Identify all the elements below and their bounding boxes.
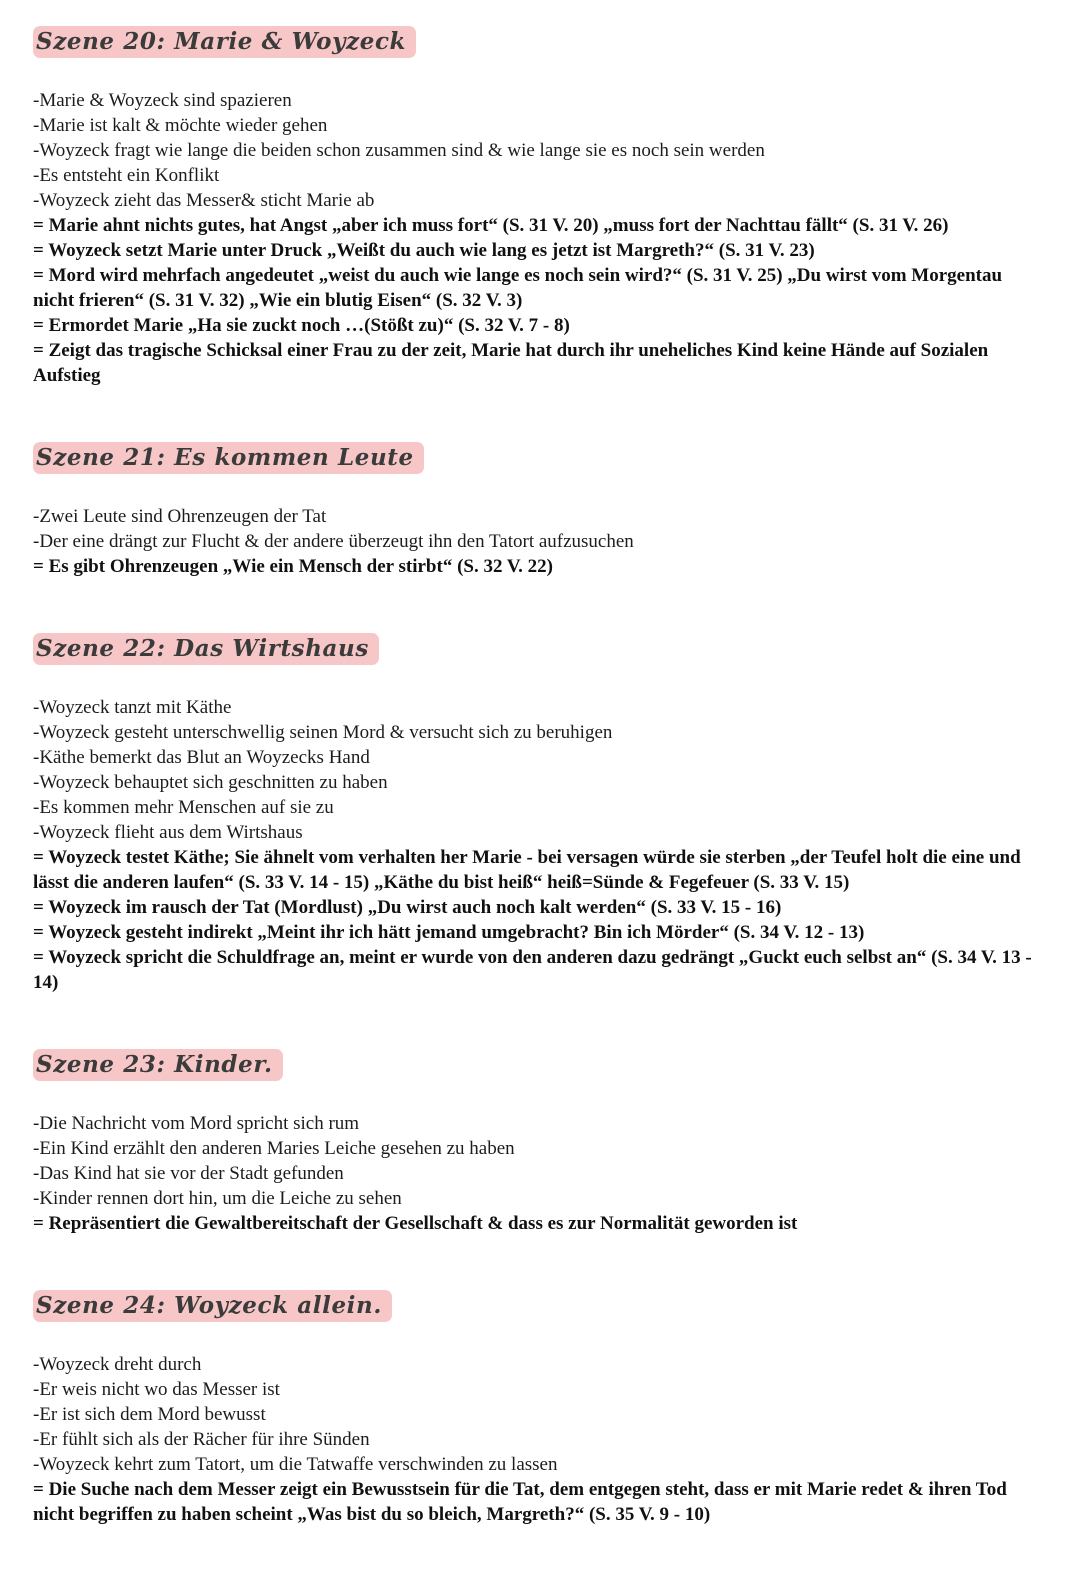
bullet-line: -Marie ist kalt & möchte wieder gehen: [33, 115, 328, 136]
bullet-line: -Der eine drängt zur Flucht & der andere überzeugt ihn den Tatort aufzusuchen: [33, 531, 634, 552]
analysis-line: = Woyzeck im rausch der Tat (Mordlust) „Du wirst auch noch kalt werden“ (S. 33 V. 15 - 16): [33, 897, 782, 918]
heading-highlight: Szene 23: Kinder.: [33, 1049, 283, 1081]
bullet-line: -Woyzeck behauptet sich geschnitten zu haben: [33, 772, 388, 793]
analysis-line: = Woyzeck testet Käthe; Sie ähnelt vom verhalten her Marie - bei versagen würde sie sterben „der Teufel holt die eine und lässt die anderen laufen“ (S. 33 V. 14 - 15) „Käthe du bist heiß“ heiß=Sünde & Fegefeuer (S. 33 V. 15): [33, 847, 1021, 893]
analysis-line: = Ermordet Marie „Ha sie zuckt noch …(Stößt zu)“ (S. 32 V. 7 - 8): [33, 315, 570, 336]
bullet-line: -Ein Kind erzählt den anderen Maries Leiche gesehen zu haben: [33, 1138, 515, 1159]
analysis-line: = Marie ahnt nichts gutes, hat Angst „aber ich muss fort“ (S. 31 V. 20) „muss fort der Nachttau fällt“ (S. 31 V. 26): [33, 215, 949, 236]
bullet-line: -Es entsteht ein Konflikt: [33, 165, 220, 186]
bullet-line: -Woyzeck fragt wie lange die beiden schon zusammen sind & wie lange sie es noch sein werden: [33, 140, 765, 161]
bullet-line: -Woyzeck dreht durch: [33, 1354, 202, 1375]
scene-heading: [33, 1049, 1044, 1081]
bullet-line: -Woyzeck flieht aus dem Wirtshaus: [33, 822, 303, 843]
bullet-line: -Käthe bemerkt das Blut an Woyzecks Hand: [33, 747, 370, 768]
analysis-line: = Zeigt das tragische Schicksal einer Frau zu der zeit, Marie hat durch ihr uneheliches Kind keine Hände auf Sozialen Aufstieg: [33, 340, 989, 386]
analysis-line: = Die Suche nach dem Messer zeigt ein Bewusstsein für die Tat, dem entgegen steht, dass er mit Marie redet & ihren Tod nicht begriffen zu haben scheint „Was bist du so bleich, Margreth?“ (S. 35 V. 9 - 10): [33, 1479, 1007, 1525]
analysis-line: = Woyzeck gesteht indirekt „Meint ihr ich hätt jemand umgebracht? Bin ich Mörder“ (S. 34 V. 12 - 13): [33, 922, 865, 943]
bullet-line: -Es kommen mehr Menschen auf sie zu: [33, 797, 334, 818]
heading-highlight: Szene 22: Das Wirtshaus: [33, 633, 379, 665]
scene-heading: [33, 442, 1044, 474]
bullet-line: -Er weis nicht wo das Messer ist: [33, 1379, 280, 1400]
section-szene-21: [33, 442, 1044, 579]
analysis-line: = Repräsentiert die Gewaltbereitschaft der Gesellschaft & dass es zur Normalität geworden ist: [33, 1213, 798, 1234]
bullet-line: -Woyzeck gesteht unterschwellig seinen Mord & versucht sich zu beruhigen: [33, 722, 613, 743]
bullet-line: -Woyzeck kehrt zum Tatort, um die Tatwaffe verschwinden zu lassen: [33, 1454, 558, 1475]
scene-heading: [33, 1290, 1044, 1322]
analysis-line: = Woyzeck spricht die Schuldfrage an, meint er wurde von den anderen dazu gedrängt „Guckt euch selbst an“ (S. 34 V. 13 - 14): [33, 947, 1032, 993]
bullet-line: -Woyzeck tanzt mit Käthe: [33, 697, 232, 718]
heading-highlight: Szene 20: Marie & Woyzeck: [33, 26, 416, 58]
bullet-line: -Das Kind hat sie vor der Stadt gefunden: [33, 1163, 344, 1184]
section-szene-20: [33, 26, 1044, 388]
bullet-line: -Er ist sich dem Mord bewusst: [33, 1404, 266, 1425]
bullet-line: -Marie & Woyzeck sind spazieren: [33, 90, 292, 111]
section-szene-22: [33, 633, 1044, 995]
section-szene-24: [33, 1290, 1044, 1527]
bullet-line: -Er fühlt sich als der Rächer für ihre Sünden: [33, 1429, 370, 1450]
analysis-line: = Mord wird mehrfach angedeutet „weist du auch wie lange es noch sein wird?“ (S. 31 V. 25) „Du wirst vom Morgentau nicht frieren“ (S. 31 V. 32) „Wie ein blutig Eisen“ (S. 32 V. 3): [33, 265, 1003, 311]
heading-highlight: Szene 21: Es kommen Leute: [33, 442, 424, 474]
scene-heading: [33, 633, 1044, 665]
bullet-line: -Woyzeck zieht das Messer& sticht Marie ab: [33, 190, 375, 211]
analysis-line: = Woyzeck setzt Marie unter Druck „Weißt du auch wie lang es jetzt ist Margreth?“ (S. 31 V. 23): [33, 240, 815, 261]
bullet-line: -Zwei Leute sind Ohrenzeugen der Tat: [33, 506, 327, 527]
scene-heading: [33, 26, 1044, 58]
analysis-line: = Es gibt Ohrenzeugen „Wie ein Mensch der stirbt“ (S. 32 V. 22): [33, 556, 553, 577]
bullet-line: -Kinder rennen dort hin, um die Leiche zu sehen: [33, 1188, 402, 1209]
bullet-line: -Die Nachricht vom Mord spricht sich rum: [33, 1113, 360, 1134]
heading-highlight: Szene 24: Woyzeck allein.: [33, 1290, 392, 1322]
section-szene-23: [33, 1049, 1044, 1236]
